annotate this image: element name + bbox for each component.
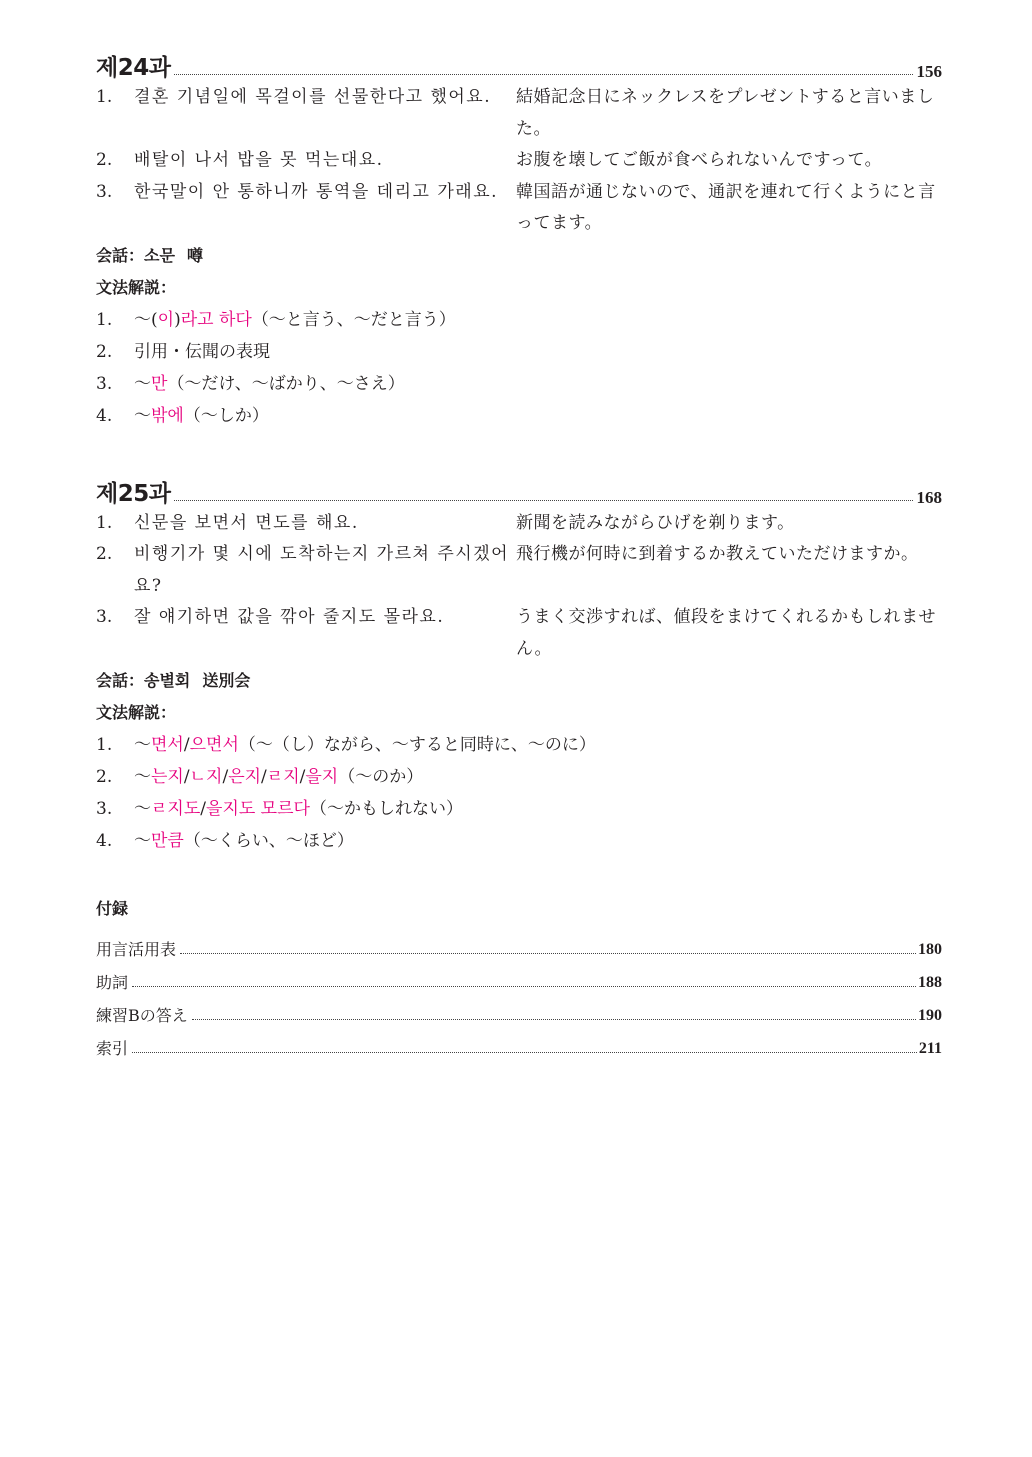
grammar-pattern: 을지 — [305, 767, 339, 787]
grammar-number: 1. — [96, 735, 113, 755]
grammar-pattern: 만 — [151, 373, 168, 394]
grammar-pattern: 면서 — [151, 735, 184, 755]
japanese-translation: 新聞を読みながらひげを剃ります。 — [516, 512, 795, 533]
grammar-number: 4. — [96, 405, 113, 426]
example-row — [96, 602, 942, 665]
lesson-25-section — [96, 466, 942, 858]
grammar-list — [96, 729, 942, 857]
grammar-segment: ～ — [134, 373, 151, 394]
grammar-segment: ～( — [134, 309, 158, 330]
dotted-leader — [192, 1019, 916, 1020]
grammar-number: 3. — [96, 799, 113, 819]
toc-page-number: 190 — [918, 1007, 942, 1024]
lesson-heading — [96, 40, 942, 80]
example-number: 2. — [96, 150, 113, 170]
grammar-segment: / — [261, 767, 267, 787]
grammar-pattern: 이 — [157, 309, 175, 330]
grammar-segment: / — [183, 735, 190, 755]
dotted-leader — [132, 986, 916, 987]
grammar-pattern: 으면서 — [189, 735, 239, 755]
example-list — [96, 508, 942, 666]
grammar-pattern: 만큼 — [151, 831, 184, 851]
grammar-number: 3. — [96, 373, 113, 394]
korean-sentence: 잘 얘기하면 값을 깎아 줄지도 몰라요. — [134, 607, 445, 627]
korean-sentence: 비행기가 몇 시에 도착하는지 가르쳐 주시겠어요? — [134, 544, 510, 596]
grammar-item — [96, 336, 942, 368]
conversation-title-ja: 噂 — [186, 245, 203, 265]
conversation-prefix: 会話： — [96, 245, 145, 265]
example-number: 1. — [96, 87, 113, 107]
grammar-segment: ～ — [134, 767, 151, 787]
appendix-section — [96, 893, 942, 1057]
toc-entry[interactable] — [96, 925, 942, 958]
grammar-segment: ～ — [134, 831, 151, 851]
grammar-item — [96, 825, 942, 857]
grammar-list — [96, 304, 942, 432]
grammar-segment: （～くらい、～ほど） — [183, 831, 354, 851]
conversation-title-ko: 소문 — [144, 245, 175, 265]
grammar-pattern: 는지 — [151, 767, 184, 787]
toc-entry-label: 助詞 — [96, 973, 129, 992]
japanese-translation: うまく交渉すれば、値段をまけてくれるかもしれません。 — [516, 607, 936, 659]
japanese-translation: 韓国語が通じないので、通訳を連れて行くようにと言ってます。 — [516, 181, 936, 233]
conversation-title-ja: 送別会 — [202, 671, 251, 690]
grammar-number: 2. — [96, 767, 113, 787]
grammar-number: 2. — [96, 341, 113, 362]
grammar-segment: ～ — [134, 405, 151, 426]
example-row — [96, 145, 942, 177]
grammar-text — [134, 761, 942, 793]
grammar-segment: ～ — [134, 799, 151, 819]
grammar-text — [134, 336, 942, 368]
grammar-item — [96, 304, 942, 336]
grammar-item — [96, 368, 942, 400]
conversation-prefix: 会話： — [96, 671, 145, 690]
toc-entry[interactable] — [96, 958, 942, 991]
grammar-segment: （～のか） — [338, 767, 424, 787]
grammar-segment: （～だけ、～ばかり、～さえ） — [167, 373, 405, 394]
example-row — [96, 539, 942, 602]
grammar-segment: （～（し）ながら、～すると同時に、～のに） — [238, 735, 596, 755]
example-row — [96, 508, 942, 540]
grammar-pattern: ㄹ지도 — [151, 799, 201, 819]
toc-entry[interactable] — [96, 1024, 942, 1057]
korean-sentence: 신문을 보면서 면도를 해요. — [134, 512, 359, 533]
grammar-segment: / — [222, 767, 229, 787]
japanese-translation: 結婚記念日にネックレスをプレゼントすると言いました。 — [516, 87, 935, 139]
lesson-title: 제24과 — [96, 55, 171, 81]
example-number: 1. — [96, 512, 113, 533]
grammar-segment: ～ — [134, 735, 151, 755]
toc-entry[interactable] — [96, 991, 942, 1024]
grammar-segment: / — [200, 799, 207, 819]
grammar-segment: / — [299, 767, 306, 787]
grammar-pattern: 라고 하다 — [180, 309, 252, 330]
conversation-label — [96, 665, 942, 697]
example-number: 3. — [96, 607, 113, 627]
dotted-leader — [180, 953, 916, 954]
grammar-segment: / — [183, 767, 190, 787]
grammar-number: 1. — [96, 309, 113, 330]
page-number: 168 — [916, 487, 942, 507]
grammar-text — [134, 825, 942, 857]
example-row — [96, 177, 942, 240]
toc-entry-label: 索引 — [96, 1039, 129, 1058]
lesson-24-section — [96, 40, 942, 432]
dotted-leader — [174, 74, 912, 75]
grammar-item — [96, 761, 942, 793]
example-number: 2. — [96, 544, 113, 564]
grammar-segment: 引用・伝聞の表現 — [134, 341, 270, 362]
toc-page-number: 211 — [918, 1040, 942, 1057]
example-row — [96, 82, 942, 145]
japanese-translation: 飛行機が何時に到着するか教えていただけますか。 — [516, 544, 919, 564]
grammar-segment: （～かもしれない） — [309, 799, 463, 819]
example-list — [96, 82, 942, 240]
grammar-segment: （～と言う、～だと言う） — [251, 309, 456, 330]
page-number: 156 — [916, 62, 942, 81]
grammar-text — [134, 793, 942, 825]
toc-entry-label: 用言活用表 — [96, 940, 177, 959]
grammar-text — [134, 729, 942, 761]
grammar-pattern: 을지도 모르다 — [206, 799, 310, 819]
grammar-item — [96, 729, 942, 761]
lesson-heading — [96, 466, 942, 506]
toc-page-number: 180 — [918, 941, 942, 958]
lesson-title: 제25과 — [96, 480, 171, 507]
grammar-number: 4. — [96, 831, 113, 851]
grammar-text — [134, 400, 942, 432]
toc-page — [96, 40, 942, 1057]
example-number: 3. — [96, 181, 113, 202]
grammar-pattern: 밖에 — [151, 405, 184, 426]
grammar-pattern: ㄴ지 — [189, 767, 223, 787]
grammar-text — [134, 304, 942, 336]
conversation-label — [96, 240, 942, 272]
appendix-title: 付録 — [96, 899, 129, 918]
grammar-pattern: ㄹ지 — [266, 767, 300, 787]
grammar-segment: （～しか） — [183, 405, 269, 426]
grammar-pattern: 은지 — [228, 767, 262, 787]
grammar-item — [96, 400, 942, 432]
grammar-label: 文法解説： — [96, 703, 177, 722]
toc-entry-label: 練習Bの答え — [96, 1006, 188, 1025]
dotted-leader — [132, 1052, 917, 1053]
japanese-translation: お腹を壊してご飯が食べられないんですって。 — [516, 150, 883, 170]
dotted-leader — [174, 500, 912, 501]
korean-sentence: 한국말이 안 통하니까 통역을 데리고 가래요. — [134, 181, 499, 202]
toc-page-number: 188 — [918, 974, 942, 991]
korean-sentence: 배탈이 나서 밥을 못 먹는대요. — [134, 150, 384, 170]
grammar-segment: ) — [174, 309, 181, 330]
grammar-label: 文法解説： — [96, 277, 177, 297]
conversation-title-ko: 송별회 — [144, 671, 191, 690]
korean-sentence: 결혼 기념일에 목걸이를 선물한다고 했어요. — [134, 87, 492, 107]
grammar-text — [134, 368, 942, 400]
grammar-item — [96, 793, 942, 825]
